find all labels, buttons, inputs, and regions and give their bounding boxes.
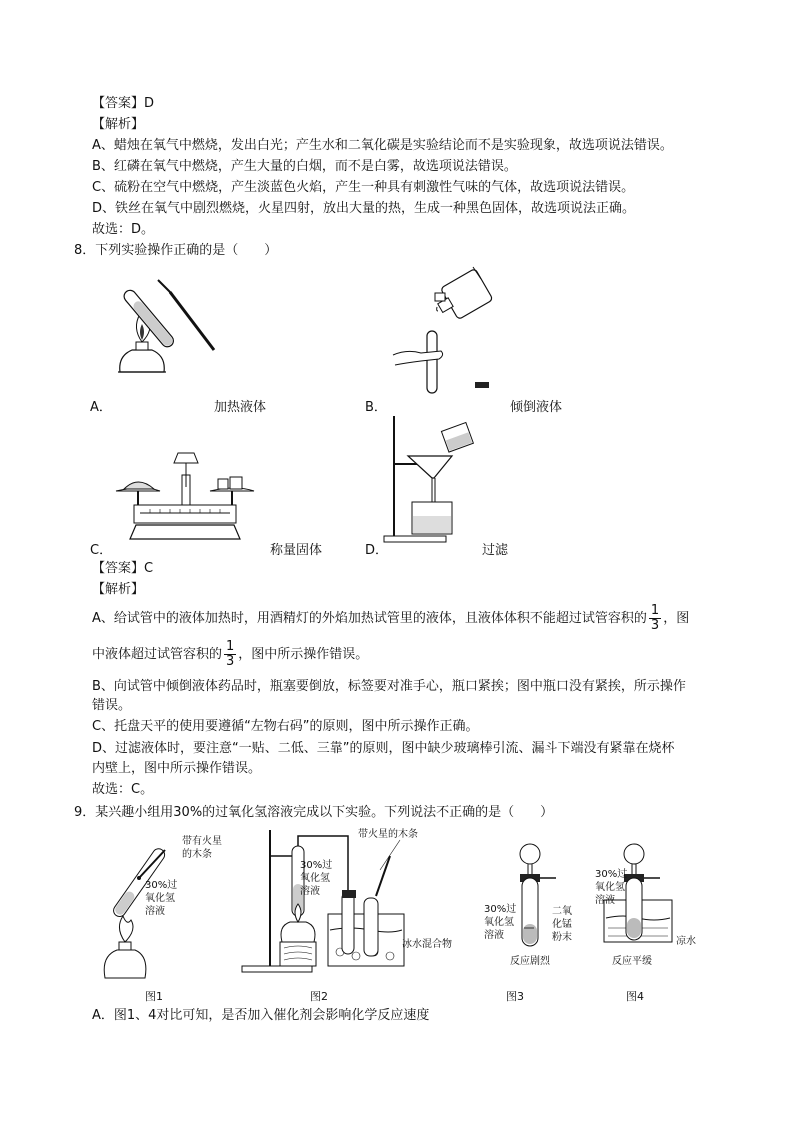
q8-stem: 8．下列实验操作正确的是（ ） — [74, 243, 278, 258]
fig4-label-solution-2: 氧化氢 — [595, 882, 625, 893]
filtration-figure — [380, 412, 490, 544]
q8-conclusion: 故选：C。 — [92, 782, 154, 797]
fig1-label-stick-2: 的木条 — [182, 849, 212, 860]
q7-analysis-c: C、硫粉在空气中燃烧，产生淡蓝色火焰，产生一种具有刺激性气味的气体，故选项说法错误。 — [92, 180, 635, 195]
fig4-label-water: 凉水 — [676, 936, 696, 947]
fig2-label-stick: 带火星的木条 — [358, 829, 418, 840]
fig3-label-solution-3: 溶液 — [484, 930, 504, 941]
option-c-letter: C． — [90, 543, 113, 558]
fig2-caption: 图2 — [310, 990, 328, 1003]
fig3-label-mno2-1: 二氧 — [552, 906, 572, 917]
option-d-letter: D． — [365, 543, 389, 558]
q9-stem: 9．某兴趣小组用30%的过氧化氢溶液完成以下实验。下列说法不正确的是（ ） — [74, 805, 554, 820]
fig3-caption: 图3 — [506, 990, 524, 1003]
q7-analysis-label: 【解析】 — [92, 117, 145, 132]
weighing-solid-figure — [110, 445, 260, 543]
fig3-label-solution-2: 氧化氢 — [484, 917, 514, 928]
fig2-label-solution-2: 氧化氢 — [300, 873, 330, 884]
q8-analysis-b-line1: B、向试管中倾倒液体药品时，瓶塞要倒放，标签要对准手心，瓶口紧挨；图中瓶口没有紧挨，所示操作 — [92, 679, 686, 694]
q7-analysis-b: B、红磷在氧气中燃烧，产生大量的白烟，而不是白雾，故选项说法错误。 — [92, 159, 517, 174]
q8-analysis-a-line2: 中液体超过试管容积的 $\frac{1}{3}$ ，图中所示操作错误。 — [92, 639, 369, 669]
pouring-liquid-figure — [385, 265, 505, 395]
heating-liquid-figure — [110, 272, 220, 390]
fig2-label-bath: 冰水混合物 — [402, 939, 452, 950]
fig3-status: 反应剧烈 — [510, 956, 550, 967]
q7-analysis-d: D、铁丝在氧气中剧烈燃烧，火星四射，放出大量的热，生成一种黑色固体，故选项说法正确。 — [92, 201, 636, 216]
fig3-label-mno2-2: 化锰 — [552, 919, 572, 930]
q8-analysis-c: C、托盘天平的使用要遵循“左物右码”的原则，图中所示操作正确。 — [92, 719, 479, 734]
option-d-label: 过滤 — [482, 543, 509, 558]
q7-conclusion: 故选：D。 — [92, 222, 155, 237]
q8-analysis-d-line2: 内壁上，图中所示操作错误。 — [92, 761, 262, 776]
fig1-label-stick-1: 带有火星 — [182, 836, 222, 847]
option-b-label: 倾倒液体 — [510, 400, 563, 415]
fig4-label-solution-3: 溶液 — [595, 895, 615, 906]
fig1-label-solution-3: 溶液 — [145, 906, 165, 917]
q8-analysis-label: 【解析】 — [92, 582, 145, 597]
option-a-label: 加热液体 — [214, 400, 267, 415]
fraction-one-third-2: $\frac{1}{3}$ — [226, 639, 235, 669]
fig1-caption: 图1 — [145, 990, 163, 1003]
q8-analysis-b-line2: 错误。 — [92, 698, 132, 713]
option-a-letter: A． — [90, 400, 112, 415]
fig2-label-solution-3: 溶液 — [300, 886, 320, 897]
q9-option-a: A．图1、4对比可知，是否加入催化剂会影响化学反应速度 — [92, 1008, 430, 1023]
fraction-one-third: $\frac{1}{3}$ — [650, 603, 660, 633]
option-c-label: 称量固体 — [270, 543, 323, 558]
fig1-label-solution-2: 氧化氢 — [145, 893, 175, 904]
q7-analysis-a: A、蜡烛在氧气中燃烧，发出白光；产生水和二氧化碳是实验结论而不是实验现象，故选项说法错误。 — [92, 138, 673, 153]
fig4-status: 反应平缓 — [612, 956, 652, 967]
option-b-letter: B． — [365, 400, 387, 415]
fig4-label-solution-1: 30%过 — [595, 869, 628, 880]
fig3-label-mno2-3: 粉末 — [552, 932, 572, 943]
q8-answer: 【答案】C — [92, 561, 154, 576]
fig1-label-solution-1: 30%过 — [145, 880, 178, 891]
fig4-caption: 图4 — [626, 990, 644, 1003]
q7-answer: 【答案】D — [92, 96, 155, 111]
q8-analysis-d-line1: D、过滤液体时，要注意“一贴、二低、三靠”的原则，图中缺少玻璃棒引流、漏斗下端没有紧靠在烧杯 — [92, 741, 675, 756]
figure-2-drawing — [240, 826, 440, 976]
fig2-label-solution-1: 30%过 — [300, 860, 333, 871]
fig3-label-solution-1: 30%过 — [484, 904, 517, 915]
q8-analysis-a-line1: A、给试管中的液体加热时，用酒精灯的外焰加热试管里的液体，且液体体积不能超过试管容积的 $\frac{1}{3}$ ，图 — [92, 603, 690, 633]
